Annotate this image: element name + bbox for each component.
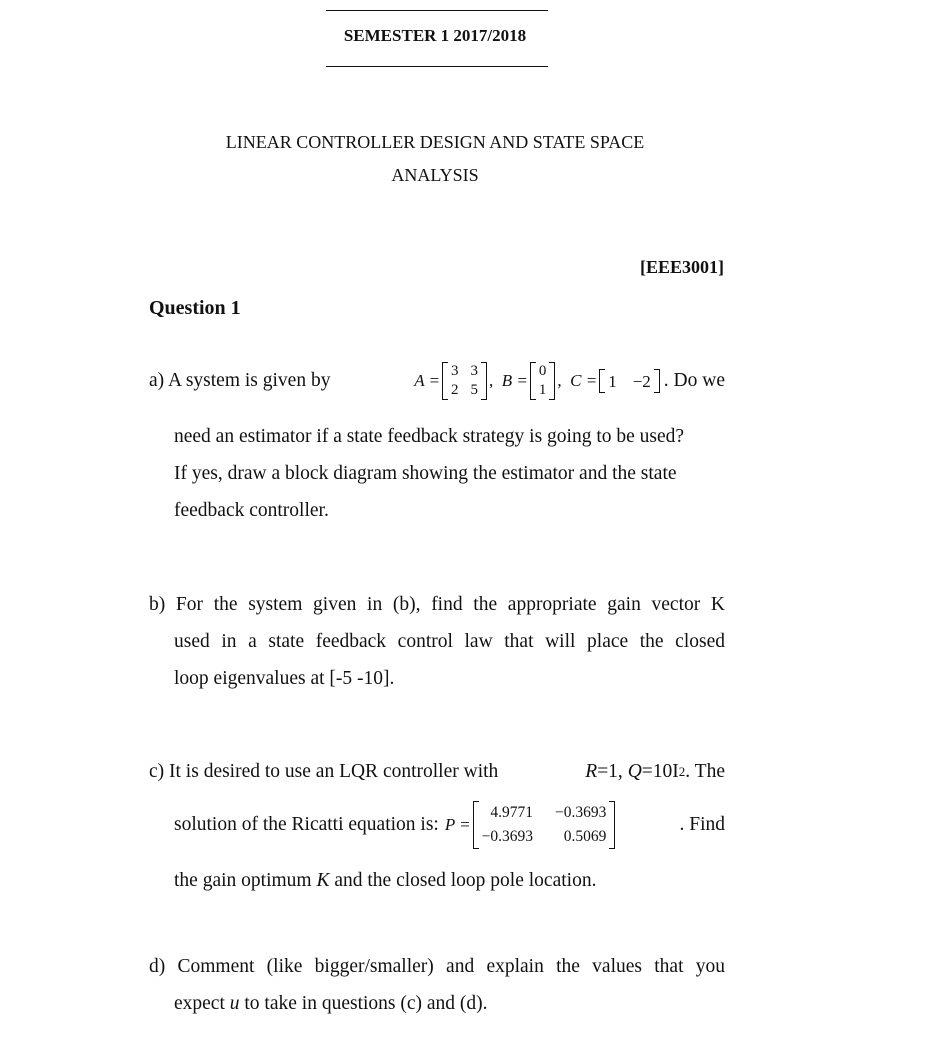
part-a-line1 <box>149 355 725 407</box>
lqr-r-symbol: R <box>585 761 598 782</box>
matrix-a <box>442 362 487 400</box>
matrix-b <box>530 362 556 400</box>
matrix-p-cell: 4.9771 <box>490 804 534 821</box>
matrix-c-label: C = <box>570 371 598 390</box>
part-b-line3: loop eigenvalues at [-5 -10]. <box>174 668 395 689</box>
matrix-a-label: A = <box>414 371 441 390</box>
part-d <box>149 948 725 1022</box>
part-c-line2 <box>174 798 725 852</box>
part-a-line4: feedback controller. <box>174 500 329 521</box>
part-a-line2: need an estimator if a state feedback strategy is going to be used? <box>174 426 685 447</box>
control-u-symbol: u <box>229 993 240 1014</box>
matrix-p-cell: −0.3693 <box>555 804 607 821</box>
comma: , <box>557 371 571 390</box>
course-title-line2: ANALYSIS <box>391 165 479 185</box>
course-title-line1: LINEAR CONTROLLER DESIGN AND STATE SPACE <box>225 132 645 152</box>
lqr-q-symbol: Q <box>627 761 642 782</box>
matrix-p-cell: −0.3693 <box>481 828 534 845</box>
lqr-q-value: =10I <box>641 761 679 782</box>
header-rule-bottom <box>326 66 548 67</box>
matrix-c-cell: −2 <box>632 371 651 391</box>
lqr-r-value: =1, <box>597 761 623 782</box>
matrix-b-label: B = <box>501 371 528 390</box>
matrix-b-cell: 0 <box>538 363 547 379</box>
part-b-line2: used in a state feedback control law that will place the closed <box>174 631 725 652</box>
matrix-p-label: P = <box>444 815 471 834</box>
part-c-pole-text: and the closed loop pole location. <box>334 870 597 891</box>
matrix-p-cell: 0.5069 <box>563 828 607 845</box>
part-d-line2 <box>174 985 725 1022</box>
matrix-c-cell: 1 <box>608 371 617 391</box>
part-a-prefix: a) A system is given by <box>149 370 331 391</box>
header-rule-top <box>326 10 548 11</box>
matrix-a-cell: 3 <box>470 363 479 379</box>
part-c-ricatti-text: solution of the Ricatti equation is: <box>174 814 439 835</box>
matrix-p <box>473 801 616 849</box>
question-heading: Question 1 <box>149 297 241 319</box>
matrix-a-cell: 3 <box>451 363 459 379</box>
part-d-expect: expect <box>174 993 225 1014</box>
lqr-q-subscript: 2 <box>678 764 686 779</box>
part-b <box>149 586 725 697</box>
part-c-gain-text: the gain optimum <box>174 870 312 891</box>
part-c-find: . Find <box>679 814 725 835</box>
part-b-line1: b) For the system given in (b), find the appropriate gain vector K <box>149 594 725 615</box>
part-c-intro: c) It is desired to use an LQR controller with <box>149 761 499 782</box>
semester-label: SEMESTER 1 2017/2018 <box>343 26 527 45</box>
part-a-suffix: . Do we <box>663 370 725 391</box>
part-d-tail: to take in questions (c) and (d). <box>244 993 488 1014</box>
matrix-a-cell: 5 <box>470 382 479 398</box>
comma: , <box>489 371 502 390</box>
matrix-a-cell: 2 <box>451 382 459 398</box>
part-a-body <box>174 418 725 529</box>
part-d-line1: d) Comment (like bigger/smaller) and explain the values that you <box>149 956 725 977</box>
part-c-line1 <box>149 756 725 788</box>
matrix-c <box>599 369 660 393</box>
matrix-b-cell: 1 <box>538 382 547 398</box>
part-c-line3 <box>174 862 725 899</box>
course-code: [EEE3001] <box>639 257 724 277</box>
gain-k-symbol: K <box>316 870 330 891</box>
part-a-line3: If yes, draw a block diagram showing the estimator and the state <box>174 463 677 484</box>
part-c-line1-end: . The <box>685 761 725 782</box>
